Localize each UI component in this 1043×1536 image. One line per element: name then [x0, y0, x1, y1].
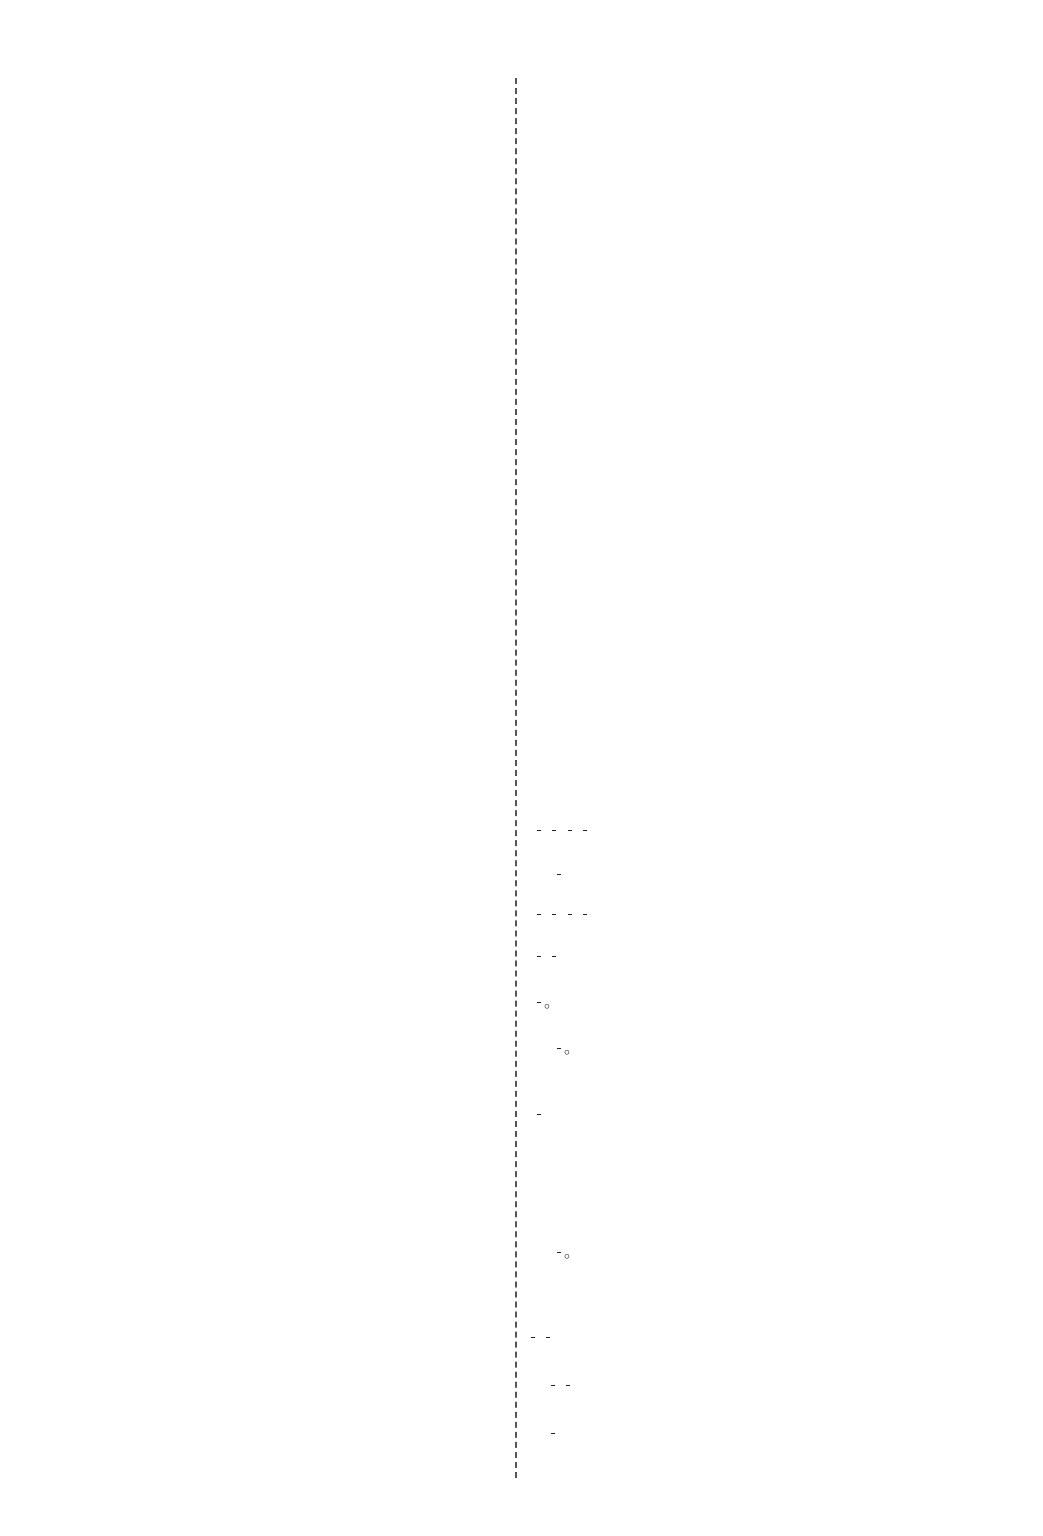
fraction — [557, 1048, 561, 1049]
fraction — [537, 830, 541, 831]
l1-q2-q3 — [534, 892, 590, 936]
fraction — [546, 1337, 550, 1338]
fraction — [552, 956, 556, 957]
fraction — [552, 830, 556, 831]
l2-q1-2 — [548, 1362, 573, 1408]
l1-q1-row2 — [554, 852, 564, 896]
l1-q6-conclusion: 。 — [554, 1230, 580, 1274]
fraction — [551, 1385, 555, 1386]
fraction — [566, 1385, 570, 1386]
fraction — [531, 1337, 535, 1338]
fraction — [537, 956, 541, 957]
fraction — [551, 1433, 555, 1434]
l1-q4 — [534, 934, 559, 978]
fraction — [537, 1114, 541, 1115]
fraction — [537, 914, 541, 915]
fraction — [557, 1252, 561, 1253]
fraction — [557, 874, 561, 875]
watermark-logo — [865, 1462, 1035, 1532]
fraction — [583, 830, 587, 831]
l1-q1-row1 — [534, 808, 590, 852]
l2-q1-1 — [528, 1314, 553, 1360]
fraction — [568, 830, 572, 831]
fraction — [583, 914, 587, 915]
fraction — [537, 1002, 541, 1003]
fraction — [568, 914, 572, 915]
l1-q5-2: 。 — [554, 1026, 580, 1070]
l1-q5-1: 。 — [534, 980, 560, 1024]
l1-q6 — [534, 1092, 544, 1136]
fraction — [552, 914, 556, 915]
l2-q1-3 — [548, 1410, 558, 1456]
column-divider — [515, 78, 517, 1478]
